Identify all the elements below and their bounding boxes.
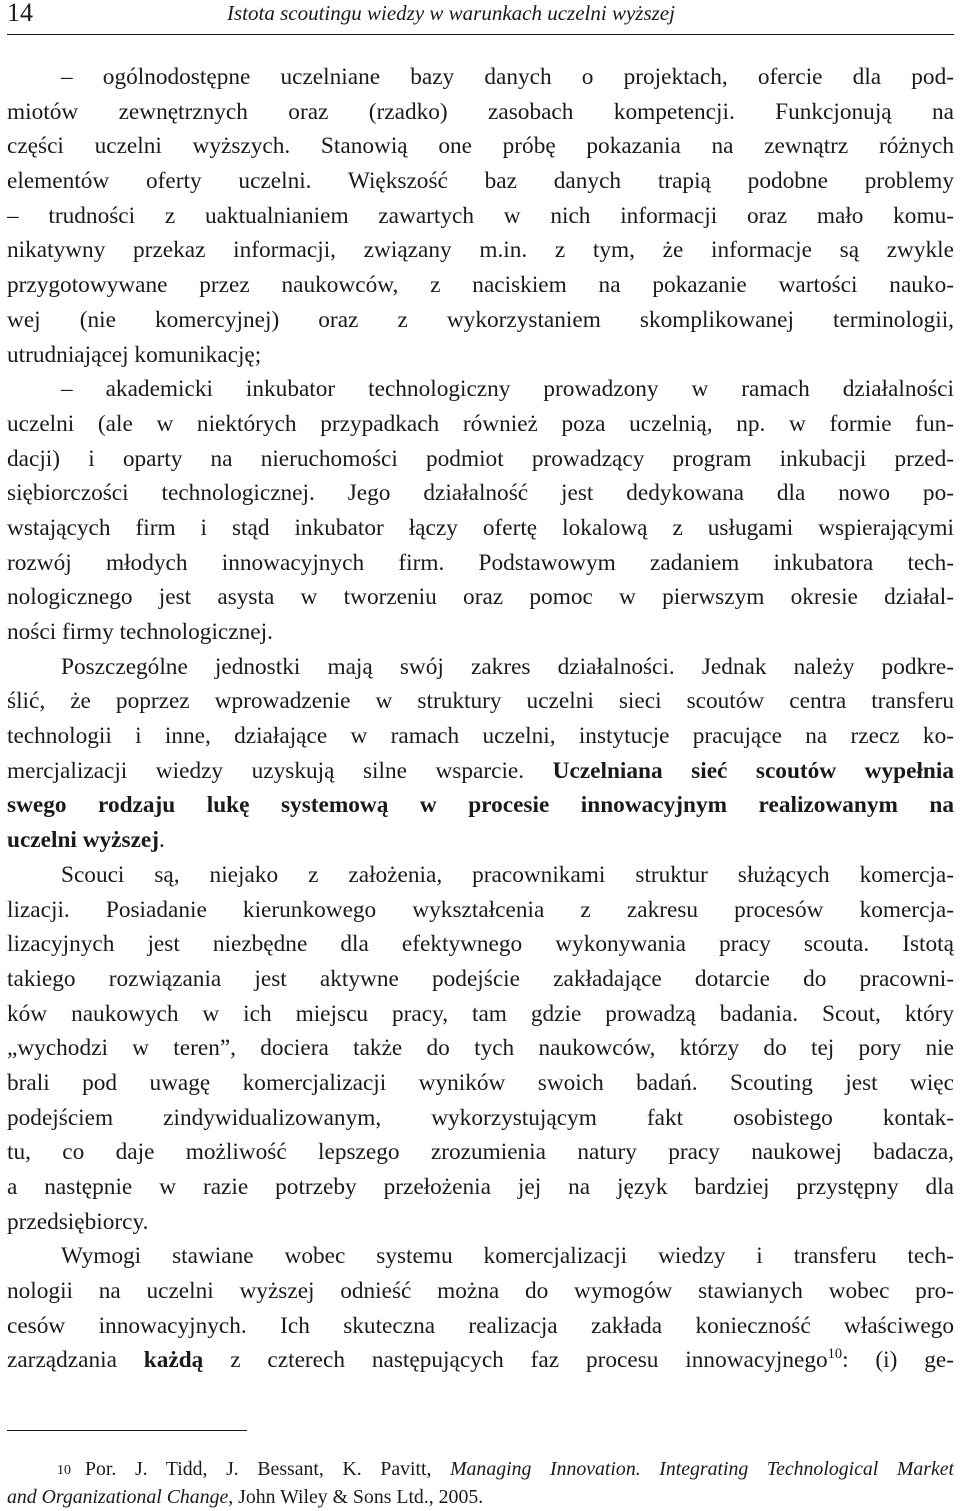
text-line: wstających firm i stąd inkubator łączy ofertę lokalową z usługami wspierającymi	[7, 514, 954, 541]
text-line: podejściem zindywidualizowanym, wykorzystującym fakt osobistego kontak-	[7, 1104, 954, 1131]
bold-emphasis: uczelni wyższej	[7, 827, 160, 854]
bold-emphasis: swego rodzaju lukę systemową w procesie innowacyjnym realizowanym na	[7, 792, 954, 819]
text-line: tu, co daje możliwość lepszego zrozumienia natury pracy naukowej badacza,	[7, 1139, 954, 1166]
text-line: takiego rozwiązania jest aktywne podejście zakładające dotarcie do pracowni-	[7, 965, 954, 992]
text-line	[7, 788, 954, 823]
text-line: – trudności z uaktualnianiem zawartych w nich informacji oraz mało komu-	[7, 202, 954, 229]
text-line: zarządzania każdą z czterech następujących faz procesu innowacyjnego$^{10}$: (i) ge-	[7, 1346, 954, 1374]
text-line: Poszczególne jednostki mają swój zakres działalności. Jednak należy podkre-	[61, 653, 954, 680]
text-line: brali pod uwagę komercjalizacji wyników swoich badań. Scouting jest więc	[7, 1069, 954, 1096]
bold-emphasis: każdą	[143, 1347, 204, 1374]
text-line: utrudniającej komunikację;	[7, 341, 262, 368]
text-line: lizacyjnych jest niezbędne dla efektywnego wykonywania pracy scouta. Istotą	[7, 931, 954, 958]
text-line: – ogólnodostępne uczelniane bazy danych o projektach, ofercie dla pod-	[61, 64, 954, 90]
footnote-line: $^{10}$ Por. J. Tidd, J. Bessant, K. Pavitt, Managing Innovation. Integrating Technological Market	[57, 1458, 954, 1480]
footnote	[7, 1455, 954, 1511]
text-line: ślić, że poprzez wprowadzenie w struktury uczelni sieci scoutów centra transferu	[7, 688, 954, 715]
text-line: Wymogi stawiane wobec systemu komercjalizacji wiedzy i transferu tech-	[61, 1243, 954, 1270]
footnote-title: and Organizational Change	[7, 1486, 229, 1508]
body-text	[7, 60, 954, 1378]
text-line: ności firmy technologicznej.	[7, 619, 273, 645]
page-number: 14	[7, 0, 33, 27]
text-line: siębiorczości technologicznej. Jego działalność jest dedykowana dla nowo po-	[7, 480, 954, 507]
bold-emphasis: Uczelniana sieć scoutów wypełnia	[552, 757, 954, 784]
footnote-title: Managing Innovation. Integrating Technological Market	[450, 1458, 954, 1480]
text-line: a następnie w razie potrzeby przełożenia jej na język bardziej przystępny dla	[7, 1174, 954, 1200]
text-line: nologii na uczelni wyższej odnieść można do wymogów stawianych wobec pro-	[7, 1278, 954, 1305]
text-line: wej (nie komercyjnej) oraz z wykorzystaniem skomplikowanej terminologii,	[7, 306, 954, 333]
footnote-separator	[7, 1430, 247, 1431]
footnote-reference[interactable]: 10	[827, 1346, 843, 1363]
text-line: ków naukowych w ich miejscu pracy, tam gdzie prowadzą badania. Scout, który	[7, 1000, 954, 1027]
text-line: uczelni wyższej.	[7, 827, 165, 854]
text-line: technologii i inne, działające w ramach uczelni, instytucje pracujące na rzecz ko-	[7, 723, 954, 750]
text-line: przygotowywane przez naukowców, z naciskiem na pokazanie wartości nauko-	[7, 272, 954, 299]
footnote-line: and Organizational Change, John Wiley & Sons Ltd., 2005.	[7, 1486, 484, 1508]
text-line: dacji) i oparty na nieruchomości podmiot prowadzący program inkubacji przed-	[7, 445, 954, 472]
text-line: Scouci są, niejako z założenia, pracownikami struktur służących komercja-	[61, 861, 954, 888]
footnote-number: 10	[57, 1463, 71, 1478]
text-line: nikatywny przekaz informacji, związany m.in. z tym, że informacje są zwykle	[7, 237, 954, 264]
text-line: cesów innowacyjnych. Ich skuteczna realizacja zakłada konieczność właściwego	[7, 1312, 954, 1339]
text-line: miotów zewnętrznych oraz (rzadko) zasobach kompetencji. Funkcjonują na	[7, 98, 954, 125]
text-line: elementów oferty uczelni. Większość baz danych trapią podobne problemy	[7, 168, 954, 195]
text-line: lizacji. Posiadanie kierunkowego wykształcenia z zakresu procesów komercja-	[7, 896, 954, 923]
text-line: mercjalizacji wiedzy uzyskują silne wsparcie. Uczelniana sieć scoutów wypełnia	[7, 757, 954, 784]
text-line: przedsiębiorcy.	[7, 1208, 149, 1235]
text-line: rozwój młodych innowacyjnych firm. Podstawowym zadaniem inkubatora tech-	[7, 549, 954, 576]
text-line: nologicznego jest asysta w tworzeniu oraz pomoc w pierwszym okresie działal-	[7, 584, 954, 611]
text-line: uczelni (ale w niektórych przypadkach również poza uczelnią, np. w formie fun-	[7, 410, 954, 437]
text-line: „wychodzi w teren”, dociera także do tych naukowców, którzy do tej pory nie	[7, 1035, 954, 1062]
text-line: – akademicki inkubator technologiczny prowadzony w ramach działalności	[61, 376, 954, 403]
page-header	[7, 0, 954, 35]
running-title: Istota scoutingu wiedzy w warunkach uczelni wyższej	[227, 1, 675, 25]
text-line: części uczelni wyższych. Stanowią one próbę pokazania na zewnątrz różnych	[7, 133, 954, 160]
